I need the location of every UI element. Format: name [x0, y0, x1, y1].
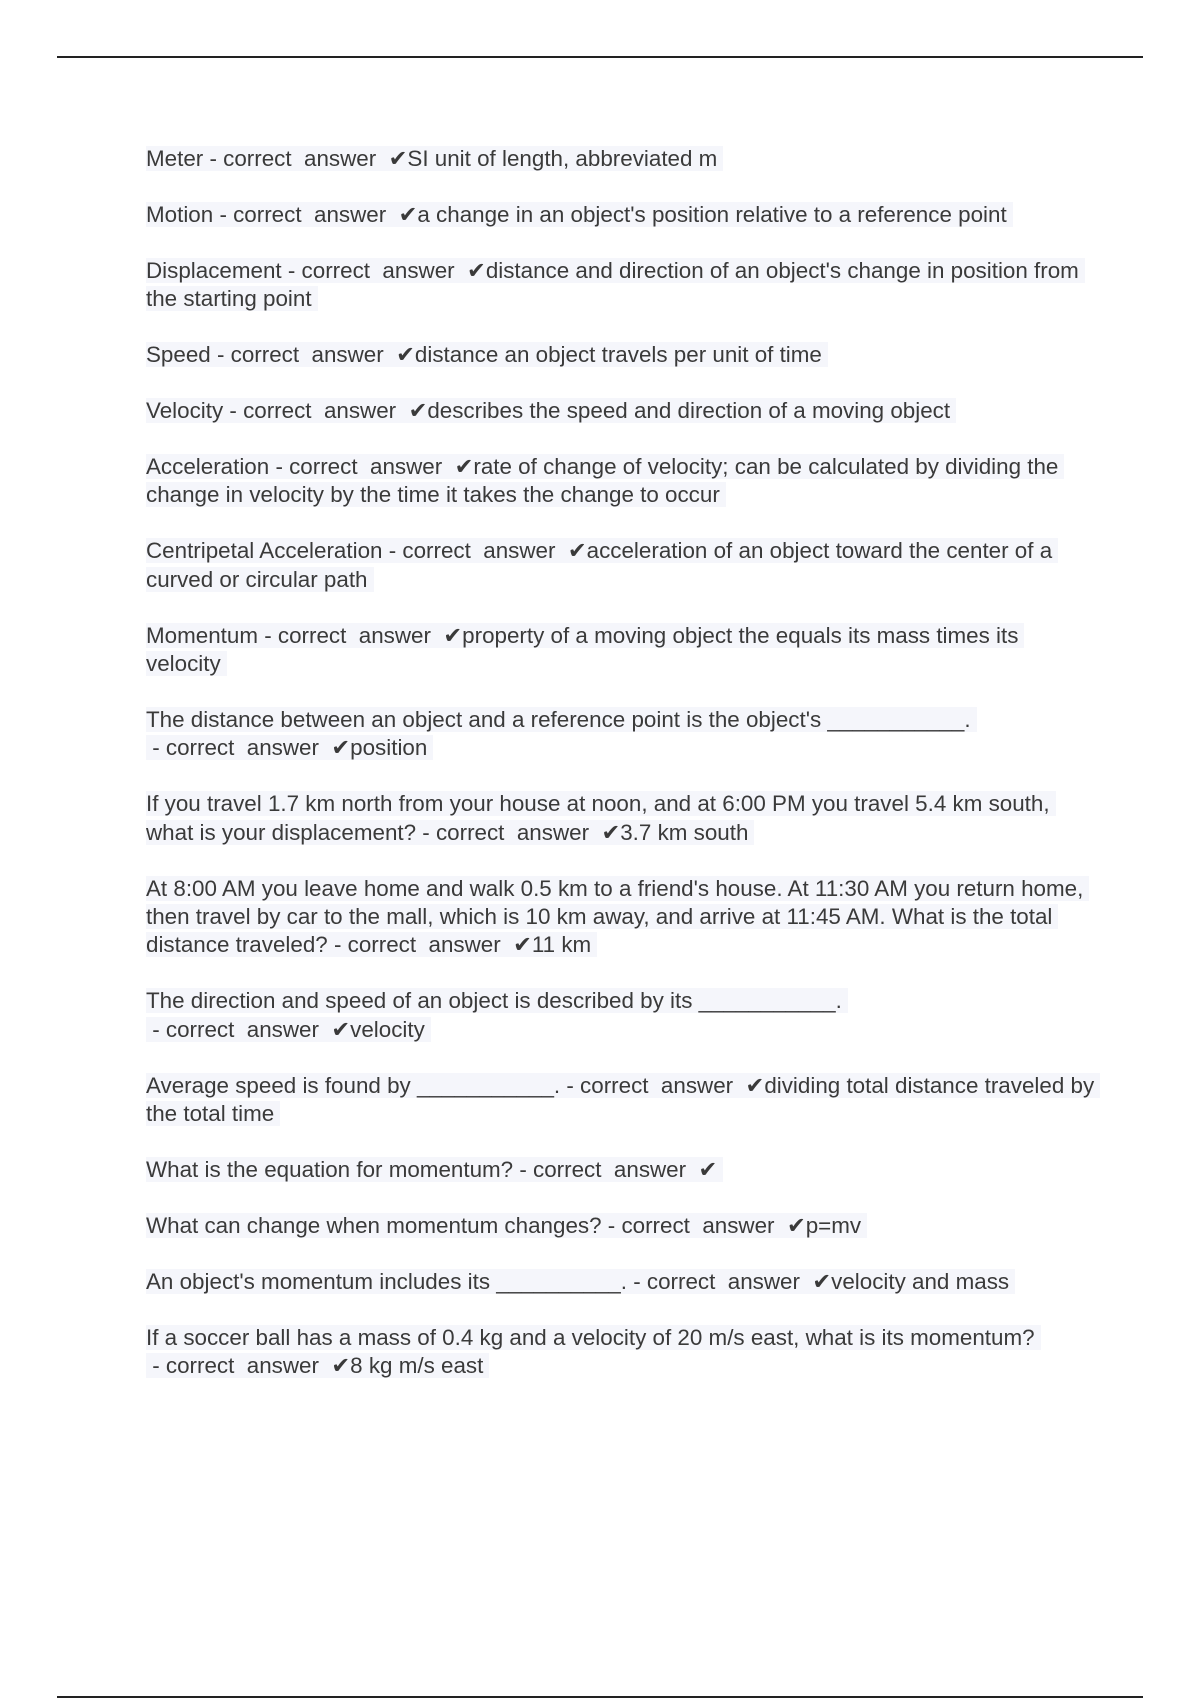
question-text: What can change when momentum changes? [146, 1212, 602, 1238]
qa-item [146, 201, 1096, 229]
qa-item [146, 790, 1096, 847]
bottom-rule [57, 1696, 1143, 1698]
checkmark-icon: ✔ [331, 735, 351, 761]
question-text: Momentum [146, 622, 258, 648]
answer-separator: - correct answer [210, 342, 397, 368]
question-text: Average speed is found by ___________. [146, 1072, 561, 1098]
checkmark-icon: ✔ [467, 257, 486, 283]
answer-separator: - correct answer [269, 453, 455, 479]
answer-separator: - correct answer [203, 146, 389, 171]
answer-text: distance an object travels per unit of time [414, 342, 822, 368]
answer-text: 3.7 km south [620, 819, 749, 845]
question-text: Velocity [146, 398, 224, 424]
checkmark-icon: ✔ [443, 622, 463, 648]
checkmark-icon: ✔ [567, 538, 587, 564]
checkmark-icon: ✔ [396, 342, 415, 368]
question-text: Displacement [146, 257, 282, 283]
top-rule [57, 56, 1143, 58]
question-text: If you travel 1.7 km north from your house at noon, and at 6:00 PM you travel 5.4 km south, what is your displacement? [146, 791, 1050, 845]
answer-separator: - correct answer [382, 538, 568, 564]
answer-separator: - correct answer [601, 1212, 787, 1238]
checkmark-icon: ✔ [331, 1352, 351, 1378]
answer-text: acceleration of an object toward the center of a curved or circular path [146, 538, 1053, 592]
answer-text: 8 kg m/s east [350, 1352, 484, 1378]
answer-text: p=mv [805, 1212, 862, 1238]
qa-item [146, 1212, 1096, 1240]
qa-item [146, 875, 1096, 960]
checkmark-icon: ✔ [398, 201, 418, 227]
answer-separator: - correct answer [146, 1352, 332, 1378]
answer-text: property of a moving object the equals its mass times its velocity [146, 622, 1019, 676]
answer-text: velocity [350, 1016, 425, 1042]
answer-text: describes the speed and direction of a moving object [427, 398, 951, 424]
answer-separator: - correct answer [281, 257, 468, 283]
answer-separator: - correct answer [146, 1016, 332, 1042]
answer-text: position [350, 735, 428, 761]
answer-separator: - correct answer [513, 1156, 699, 1182]
checkmark-icon: ✔ [601, 819, 621, 845]
qa-item [146, 706, 1096, 763]
qa-item [146, 1072, 1096, 1129]
qa-item [146, 341, 1096, 369]
answer-separator: - correct answer [146, 735, 332, 761]
checkmark-icon: ✔ [454, 453, 474, 479]
question-text: Meter [146, 146, 204, 171]
question-text: Speed [146, 342, 211, 368]
question-text: At 8:00 AM you leave home and walk 0.5 km to a friend's house. At 11:30 AM you return home, then travel by car to the mall, which is 10 km away, and arrive at 11:45 AM. What is the total distance traveled? [146, 875, 1084, 958]
question-text: Acceleration [146, 453, 270, 479]
answer-text: 11 km [531, 932, 592, 958]
checkmark-icon: ✔ [812, 1268, 832, 1294]
answer-separator: - correct answer [416, 819, 602, 845]
answer-text: rate of change of velocity; can be calculated by dividing the change in velocity by the time it takes the change to occur [146, 453, 1059, 508]
flashcard-list [146, 145, 1096, 1408]
answer-separator: - correct answer [258, 622, 444, 648]
qa-item [146, 145, 1096, 173]
answer-text: a change in an object's position relative to a reference point [417, 201, 1007, 227]
answer-separator: - correct answer [213, 201, 399, 227]
checkmark-icon: ✔ [698, 1156, 718, 1182]
question-text: An object's momentum includes its __________. [146, 1268, 627, 1294]
question-text: What is the equation for momentum? [146, 1156, 514, 1182]
question-text: Motion [146, 201, 214, 227]
checkmark-icon: ✔ [388, 146, 408, 171]
question-text: The direction and speed of an object is described by its ___________. [146, 988, 842, 1014]
answer-separator: - correct answer [223, 398, 409, 424]
answer-text: dividing total distance traveled by the total time [146, 1072, 1095, 1126]
qa-item [146, 1324, 1096, 1381]
question-text: The distance between an object and a reference point is the object's ___________. [146, 706, 971, 732]
qa-item [146, 987, 1096, 1044]
qa-item [146, 537, 1096, 594]
qa-item [146, 397, 1096, 425]
question-text: If a soccer ball has a mass of 0.4 kg and a velocity of 20 m/s east, what is its momentum? [146, 1324, 1035, 1350]
qa-item [146, 1156, 1096, 1184]
answer-separator: - correct answer [327, 932, 514, 958]
question-text: Centripetal Acceleration [146, 538, 383, 564]
qa-item [146, 453, 1096, 510]
checkmark-icon: ✔ [408, 398, 428, 424]
qa-item [146, 1268, 1096, 1296]
answer-separator: - correct answer [626, 1268, 813, 1294]
answer-text: distance and direction of an object's change in position from the starting point [146, 257, 1079, 312]
qa-item [146, 257, 1096, 314]
checkmark-icon: ✔ [513, 932, 532, 958]
answer-text: SI unit of length, abbreviated m [407, 146, 718, 171]
qa-item [146, 622, 1096, 679]
answer-text: velocity and mass [831, 1268, 1010, 1294]
checkmark-icon: ✔ [786, 1212, 806, 1238]
answer-separator: - correct answer [560, 1072, 746, 1098]
checkmark-icon: ✔ [745, 1072, 765, 1098]
checkmark-icon: ✔ [331, 1016, 351, 1042]
